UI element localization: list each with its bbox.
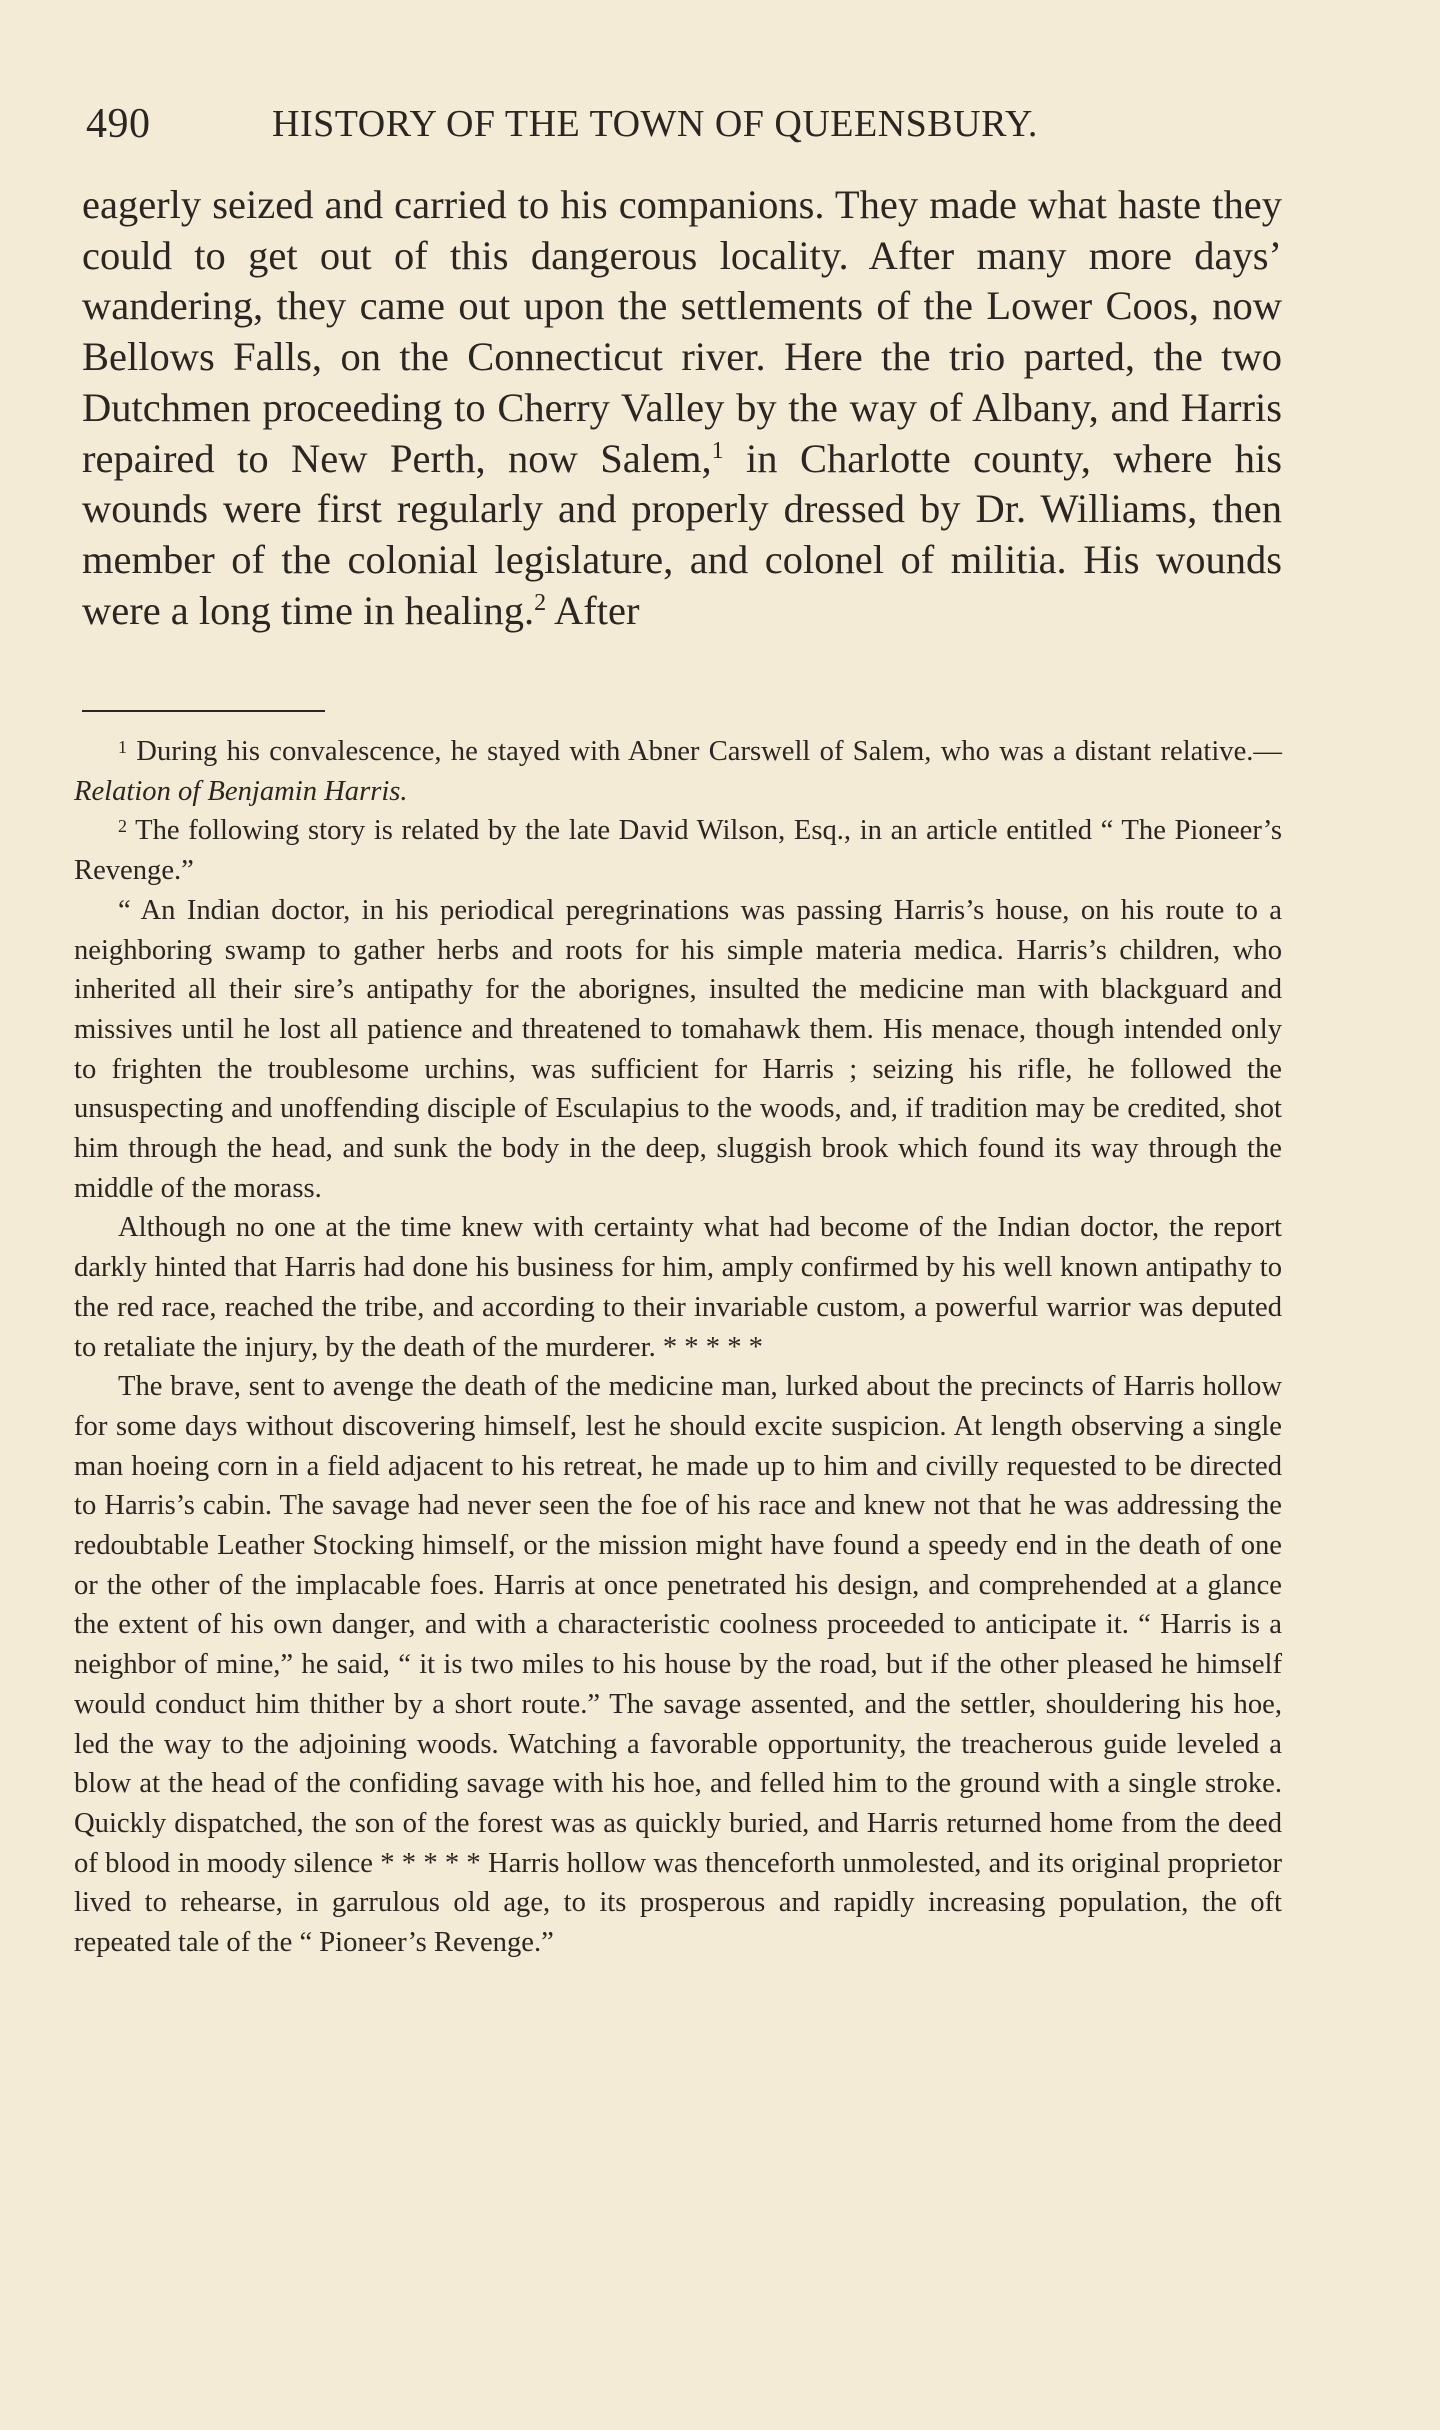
body-text-segment: After — [546, 587, 640, 633]
body-text-segment: in Charlotte county, where his wounds were first regularly and properly dressed by Dr. Williams, then member of the colonial legislature, and colonel of militia. His wounds were a long time in healing. — [82, 435, 1282, 633]
main-text — [82, 180, 1282, 636]
footnotes — [74, 732, 1282, 1963]
page-header — [86, 98, 1286, 150]
footnote-citation: Relation of Benjamin Harris. — [74, 775, 408, 807]
footnote-mark: 1 — [118, 737, 127, 757]
page-number: 490 — [86, 101, 151, 147]
footnote-text: During his convalescence, he stayed with Abner Carswell of Salem, who was a distant relative.— — [127, 736, 1282, 767]
body-paragraph — [82, 180, 1282, 636]
footnote-1 — [74, 732, 1282, 811]
footnote-mark: 2 — [118, 816, 127, 837]
footnote-2 — [74, 811, 1282, 890]
footnote-text: The following story is related by the late David Wilson, Esq., in an article entitled “ The Pioneer’s Revenge.” — [74, 815, 1282, 887]
body-text-segment: eagerly seized and carried to his companions. They made what haste they could to get out of this dangerous locality. After many more days’ wandering, they came out upon the settlements of the Lower Coos, now Bellows Falls, on the Connecticut river. Here the trio parted, the two Dutchmen proceeding to Cherry Valley by the way of Albany, and Harris repaired to New Perth, now Salem, — [82, 182, 1282, 481]
footnote-quote-paragraph: Although no one at the time knew with certainty what had become of the Indian doctor, the report darkly hinted that Harris had done his business for him, amply confirmed by his well known antipathy to the red race, reached the tribe, and according to their invariable custom, a powerful warrior was deputed to retaliate the injury, by the death of the murderer. * * * * * — [74, 1212, 1282, 1363]
footnote-quote-paragraph: “ An Indian doctor, in his periodical peregrinations was passing Harris’s house, on his route to a neighboring swamp to gather herbs and roots for his simple materia medica. Harris’s children, who inherited all their sire’s antipathy for the aborignes, insulted the medicine man with blackguard and missives until he lost all patience and threatened to tomahawk them. His menace, though intended only to frighten the troublesome urchins, was sufficient for Harris ; seizing his rifle, he followed the unsuspecting and unoffending disciple of Esculapius to the woods, and, if tradition may be credited, shot him through the head, and sunk the body in the deep, sluggish brook which found its way through the middle of the morass. — [74, 894, 1282, 1204]
running-head: HISTORY OF THE TOWN OF QUEENSBURY. — [272, 103, 1038, 145]
footnote-ref-2: 2 — [534, 589, 547, 616]
footnote-ref-1: 1 — [711, 437, 724, 464]
footnote-quote-paragraph: The brave, sent to avenge the death of the medicine man, lurked about the precincts of Harris hollow for some days without discovering himself, lest he should excite suspicion. At length observing a single man hoeing corn in a field adjacent to his retreat, he made up to him and civilly requested to be directed to Harris’s cabin. The savage had never seen the foe of his race and knew not that he was addressing the redoubtable Leather Stocking himself, or the mission might have found a speedy end in the death of one or the other of the implacable foes. Harris at once penetrated his design, and comprehended at a glance the extent of his own danger, and with a characteristic coolness proceeded to anticipate it. “ Harris is a neighbor of mine,” he said, “ it is two miles to his house by the road, but if the other pleased he himself would conduct him thither by a short route.” The savage assented, and the settler, shouldering his hoe, led the way to the adjoining woods. Watching a favorable opportunity, the treacherous guide leveled a blow at the head of the confiding savage with his hoe, and felled him to the ground with a single stroke. Quickly dispatched, the son of the forest was as quickly buried, and Harris returned home from the deed of blood in moody silence * * * * * Harris hollow was thenceforth unmolested, and its original proprietor lived to rehearse, in garrulous old age, to its prosperous and rapidly increasing population, the oft repeated tale of the “ Pioneer’s Revenge.” — [74, 1371, 1282, 1959]
footnote-divider — [82, 710, 325, 712]
